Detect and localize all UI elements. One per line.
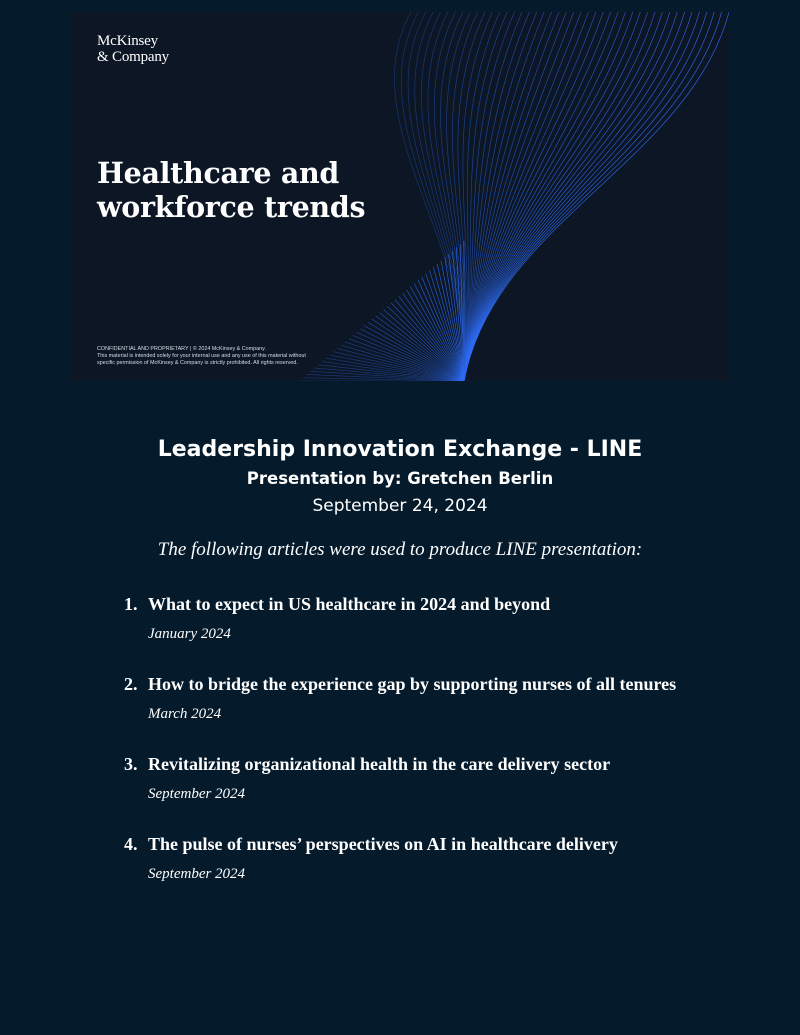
article-date: January 2024	[148, 626, 231, 642]
article-title: Revitalizing organizational health in the care delivery sector	[148, 754, 611, 774]
article-title: What to expect in US healthcare in 2024 and beyond	[148, 594, 551, 614]
article-item-3	[124, 750, 774, 830]
wave-line	[460, 12, 721, 381]
article-list	[124, 590, 774, 910]
presenter-line: Presentation by: Gretchen Berlin	[246, 469, 554, 488]
event-date: September 24, 2024	[312, 496, 488, 516]
legal-line-2: This material is intended solely for your internal use and any use of this material without	[97, 353, 306, 360]
wave-line	[349, 12, 507, 381]
logo-line-1: McKinsey	[97, 33, 158, 49]
legal-line-1: CONFIDENTIAL AND PROPRIETARY | © 2024 McKinsey & Company.	[97, 346, 266, 352]
event-title: Leadership Innovation Exchange - LINE	[157, 437, 643, 462]
article-title: How to bridge the experience gap by supporting nurses of all tenures	[148, 674, 677, 694]
wave-line	[464, 12, 729, 381]
article-number: 1.	[124, 594, 138, 614]
article-number: 4.	[124, 834, 138, 854]
article-date: March 2024	[148, 706, 222, 722]
legal-line-3: specific permission of McKinsey & Company is strictly prohibited. All rights reserved.	[97, 360, 298, 367]
cover-title-line-1: Healthcare and	[97, 156, 340, 190]
article-item-1	[124, 590, 774, 670]
article-number: 3.	[124, 754, 138, 774]
cover-title	[97, 156, 365, 224]
wave-line	[406, 12, 618, 381]
cover-slide	[69, 12, 729, 381]
article-date: September 2024	[148, 786, 246, 802]
cover-title-line-2: workforce trends	[97, 190, 366, 224]
confidentiality-notice	[97, 346, 337, 368]
wave-line	[364, 12, 536, 381]
article-item-2	[124, 670, 774, 750]
mckinsey-logo	[97, 33, 169, 65]
articles-intro-text: The following articles were used to produce LINE presentation:	[157, 539, 643, 560]
logo-line-2: & Company	[97, 49, 169, 65]
article-title: The pulse of nurses’ perspectives on AI in healthcare delivery	[148, 834, 618, 854]
article-date: September 2024	[148, 866, 246, 882]
article-item-4	[124, 830, 774, 910]
wave-line	[410, 12, 625, 381]
article-number: 2.	[124, 674, 138, 694]
